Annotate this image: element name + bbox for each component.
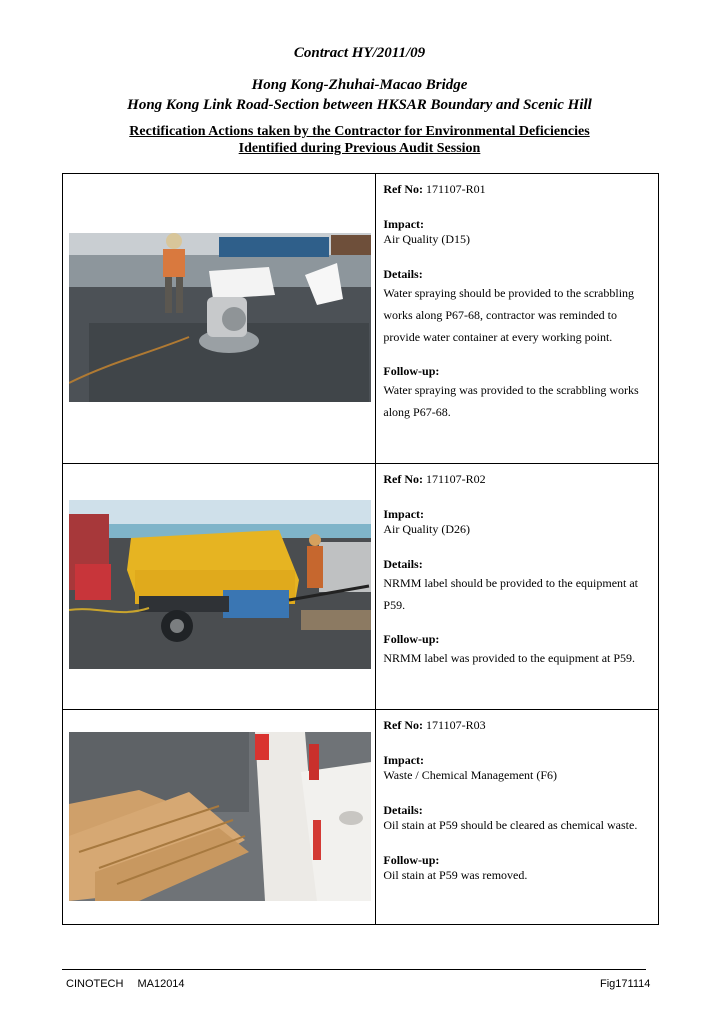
site-photo-oil-stain	[69, 732, 371, 901]
oil-stain-photo	[69, 732, 371, 901]
footer-left	[66, 978, 185, 990]
page-subtitle: Identified during Previous Audit Session	[238, 141, 481, 156]
page-header	[0, 44, 719, 157]
details-label: Details:	[383, 557, 423, 571]
photo-cell	[63, 710, 376, 925]
details-line: provide water container at every working point.	[383, 330, 613, 344]
site-photo-scrabbling	[69, 233, 371, 402]
footer-divider	[62, 969, 646, 970]
details-label: Details:	[383, 267, 423, 281]
finding-details-cell	[376, 710, 659, 925]
photo-cell	[63, 174, 376, 464]
air-compressor-photo	[69, 500, 371, 669]
site-photo-compressor	[69, 500, 371, 669]
details-line: Water spraying should be provided to the scrabbling	[383, 286, 635, 300]
scrabbling-works-photo	[69, 233, 371, 402]
finding-details-cell	[376, 174, 659, 464]
details-line: NRMM label should be provided to the equipment at	[383, 576, 639, 590]
figure-number: Fig171114	[600, 978, 651, 990]
photo-cell	[63, 464, 376, 710]
impact-value: Air Quality (D15)	[383, 232, 471, 246]
findings-table	[62, 173, 659, 925]
impact-label: Impact:	[383, 753, 425, 767]
report-number: MA12014	[137, 978, 185, 990]
ref-no-value: 171107-R03	[426, 718, 486, 732]
finding-details-cell	[376, 464, 659, 710]
ref-no-label: Ref No:	[383, 472, 424, 486]
follow-up-label: Follow-up:	[383, 632, 440, 646]
follow-up-label: Follow-up:	[383, 853, 440, 867]
project-section: Hong Kong Link Road-Section between HKSAR Boundary and Scenic Hill	[127, 97, 592, 113]
impact-value: Air Quality (D26)	[383, 522, 471, 536]
details-line: Oil stain at P59 should be cleared as chemical waste.	[383, 818, 638, 832]
follow-up-label: Follow-up:	[383, 364, 440, 378]
impact-label: Impact:	[383, 507, 425, 521]
company-name: CINOTECH	[66, 978, 124, 990]
follow-up-line: along P67-68.	[383, 405, 451, 419]
impact-label: Impact:	[383, 217, 425, 231]
impact-value: Waste / Chemical Management (F6)	[383, 768, 558, 782]
table-row	[63, 464, 659, 710]
follow-up-line: NRMM label was provided to the equipment at P59.	[383, 651, 636, 665]
details-line: works along P67-68, contractor was reminded to	[383, 308, 618, 322]
details-label: Details:	[383, 803, 423, 817]
project-name: Hong Kong-Zhuhai-Macao Bridge	[251, 77, 468, 93]
contract-number: Contract HY/2011/09	[293, 45, 426, 61]
follow-up-line: Oil stain at P59 was removed.	[383, 868, 528, 882]
ref-no-value: 171107-R02	[426, 472, 486, 486]
table-row	[63, 710, 659, 925]
table-row	[63, 174, 659, 464]
ref-no-value: 171107-R01	[426, 182, 486, 196]
follow-up-line: Water spraying was provided to the scrabbling works	[383, 383, 639, 397]
details-line: P59.	[383, 598, 406, 612]
ref-no-label: Ref No:	[383, 718, 424, 732]
page-title: Rectification Actions taken by the Contractor for Environmental Deficiencies	[129, 124, 590, 139]
ref-no-label: Ref No:	[383, 182, 424, 196]
